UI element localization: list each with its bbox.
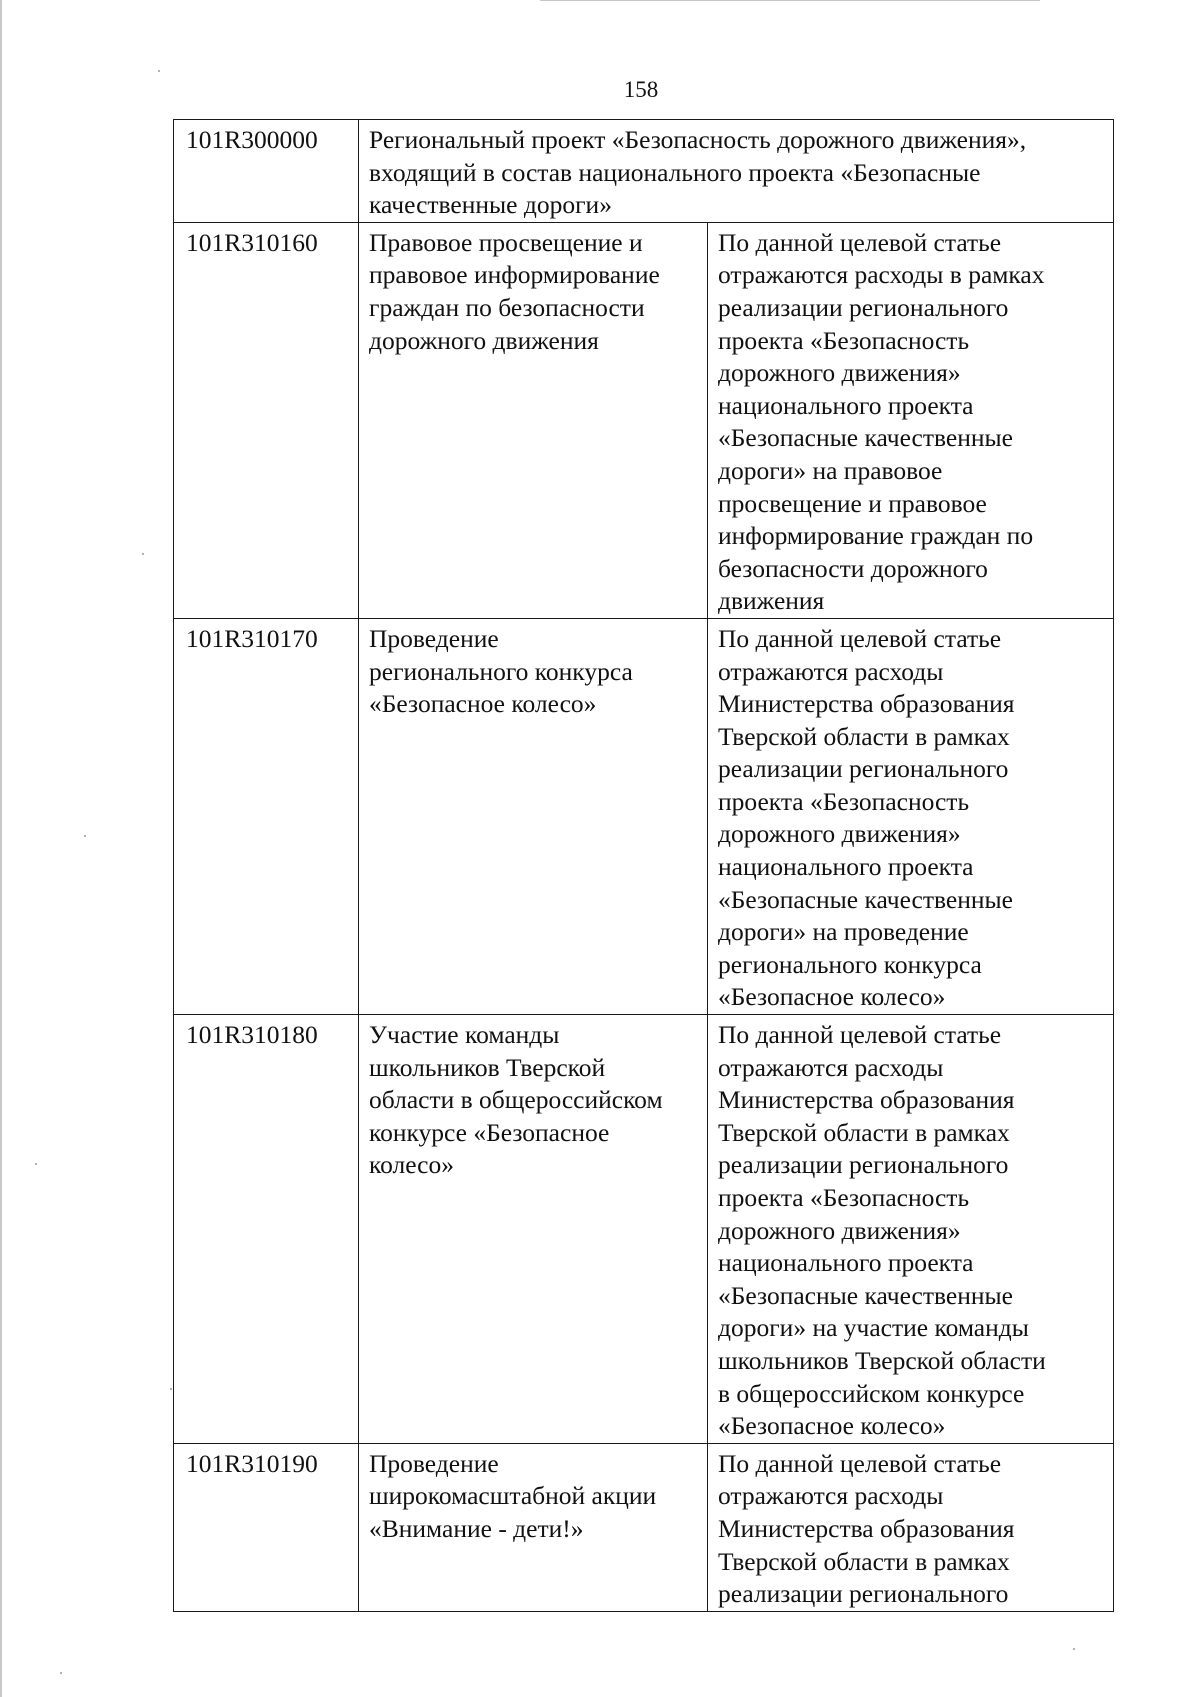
scan-speck (1073, 1648, 1075, 1650)
description-line: Тверской области в рамках (718, 1546, 1010, 1576)
description-line: безопасности дорожного (718, 553, 988, 583)
description-cell (708, 618, 1114, 1014)
description-line: движения (718, 586, 825, 616)
description-cell (708, 222, 1114, 618)
description-line: национального проекта (718, 390, 974, 420)
description-line: По данной целевой статье (718, 623, 1002, 653)
description-line: информирование граждан по (718, 521, 1034, 551)
scan-speck (142, 553, 144, 555)
code-cell: 101R310170 (174, 618, 359, 1014)
name-line: колесо» (369, 1150, 455, 1180)
section-title-line: качественные дороги» (369, 190, 612, 220)
table-row (174, 1015, 1114, 1444)
description-line: школьников Тверской области (718, 1345, 1046, 1375)
description-line: просвещение и правовое (718, 488, 987, 518)
description-line: Тверской области в рамках (718, 721, 1010, 751)
description-line: реализации регионального (718, 1150, 1009, 1180)
name-line: дорожного движения (369, 325, 599, 355)
code-cell: 101R310180 (174, 1015, 359, 1444)
description-line: Министерства образования (718, 1085, 1015, 1115)
scan-speck (84, 835, 86, 837)
description-cell (708, 1015, 1114, 1444)
description-line: проекта «Безопасность (718, 325, 970, 355)
description-line: дорожного движения» (718, 1215, 961, 1245)
scan-speck (35, 1163, 37, 1165)
name-cell (359, 1443, 708, 1611)
description-line: «Безопасное колесо» (718, 1411, 946, 1441)
name-line: регионального конкурса (369, 656, 633, 686)
description-line: в общероссийском конкурсе (718, 1378, 1025, 1408)
code-cell: 101R310190 (174, 1443, 359, 1611)
code-cell: 101R310160 (174, 222, 359, 618)
scan-edge-top (540, 0, 1040, 1)
description-line: «Безопасные качественные (718, 423, 1013, 453)
description-line: дороги» на проведение (718, 917, 969, 947)
code-cell: 101R300000 (174, 120, 359, 223)
description-line: национального проекта (718, 852, 974, 882)
name-line: граждан по безопасности (369, 292, 645, 322)
description-line: реализации регионального (718, 292, 1009, 322)
description-line: отражаются расходы в рамках (718, 260, 1045, 290)
description-line: По данной целевой статье (718, 1020, 1002, 1050)
section-title-line: входящий в состав национального проекта «Безопасные (369, 157, 981, 187)
description-line: национального проекта (718, 1248, 974, 1278)
name-line: Правовое просвещение и (369, 227, 643, 257)
name-line: «Внимание - дети!» (369, 1513, 584, 1543)
description-line: дороги» на правовое (718, 455, 943, 485)
scan-speck (170, 1388, 172, 1390)
name-line: Проведение (369, 1448, 499, 1478)
description-line: проекта «Безопасность (718, 786, 970, 816)
section-title-cell (359, 120, 1114, 223)
description-line: Тверской области в рамках (718, 1117, 1010, 1147)
description-line: «Безопасные качественные (718, 1280, 1013, 1310)
description-cell (708, 1443, 1114, 1611)
description-line: регионального конкурса (718, 949, 982, 979)
name-cell (359, 618, 708, 1014)
scan-speck (158, 70, 160, 72)
table-row (174, 618, 1114, 1014)
table-row-section-header (174, 120, 1114, 223)
name-line: области в общероссийском (369, 1085, 663, 1115)
description-line: По данной целевой статье (718, 1448, 1002, 1478)
description-line: По данной целевой статье (718, 227, 1002, 257)
description-line: «Безопасные качественные (718, 884, 1013, 914)
scan-edge-left (0, 0, 2, 1697)
section-title-line: Региональный проект «Безопасность дорожного движения», (369, 125, 1027, 154)
description-line: реализации регионального (718, 1579, 1009, 1609)
name-line: широкомасштабной акции (369, 1481, 657, 1511)
description-line: отражаются расходы (718, 1052, 944, 1082)
description-line: дорожного движения» (718, 819, 961, 849)
name-cell (359, 222, 708, 618)
description-line: отражаются расходы (718, 656, 944, 686)
description-line: «Безопасное колесо» (718, 982, 946, 1012)
name-line: «Безопасное колесо» (369, 689, 597, 719)
page-number: 158 (623, 77, 659, 102)
description-line: дороги» на участие команды (718, 1313, 1029, 1343)
scan-speck (60, 1672, 62, 1674)
description-line: проекта «Безопасность (718, 1183, 970, 1212)
name-line: Участие команды (369, 1020, 560, 1050)
description-line: Министерства образования (718, 689, 1015, 719)
description-line: отражаются расходы (718, 1481, 944, 1511)
target-articles-table (173, 119, 1114, 1612)
description-line: дорожного движения» (718, 358, 961, 388)
name-cell (359, 1015, 708, 1444)
description-line: реализации регионального (718, 754, 1009, 784)
description-line: Министерства образования (718, 1513, 1015, 1543)
table-row (174, 1443, 1114, 1611)
table-row (174, 222, 1114, 618)
name-line: правовое информирование (369, 260, 660, 290)
name-line: школьников Тверской (369, 1052, 606, 1082)
name-line: конкурсе «Безопасное (369, 1117, 610, 1147)
name-line: Проведение (369, 623, 499, 653)
